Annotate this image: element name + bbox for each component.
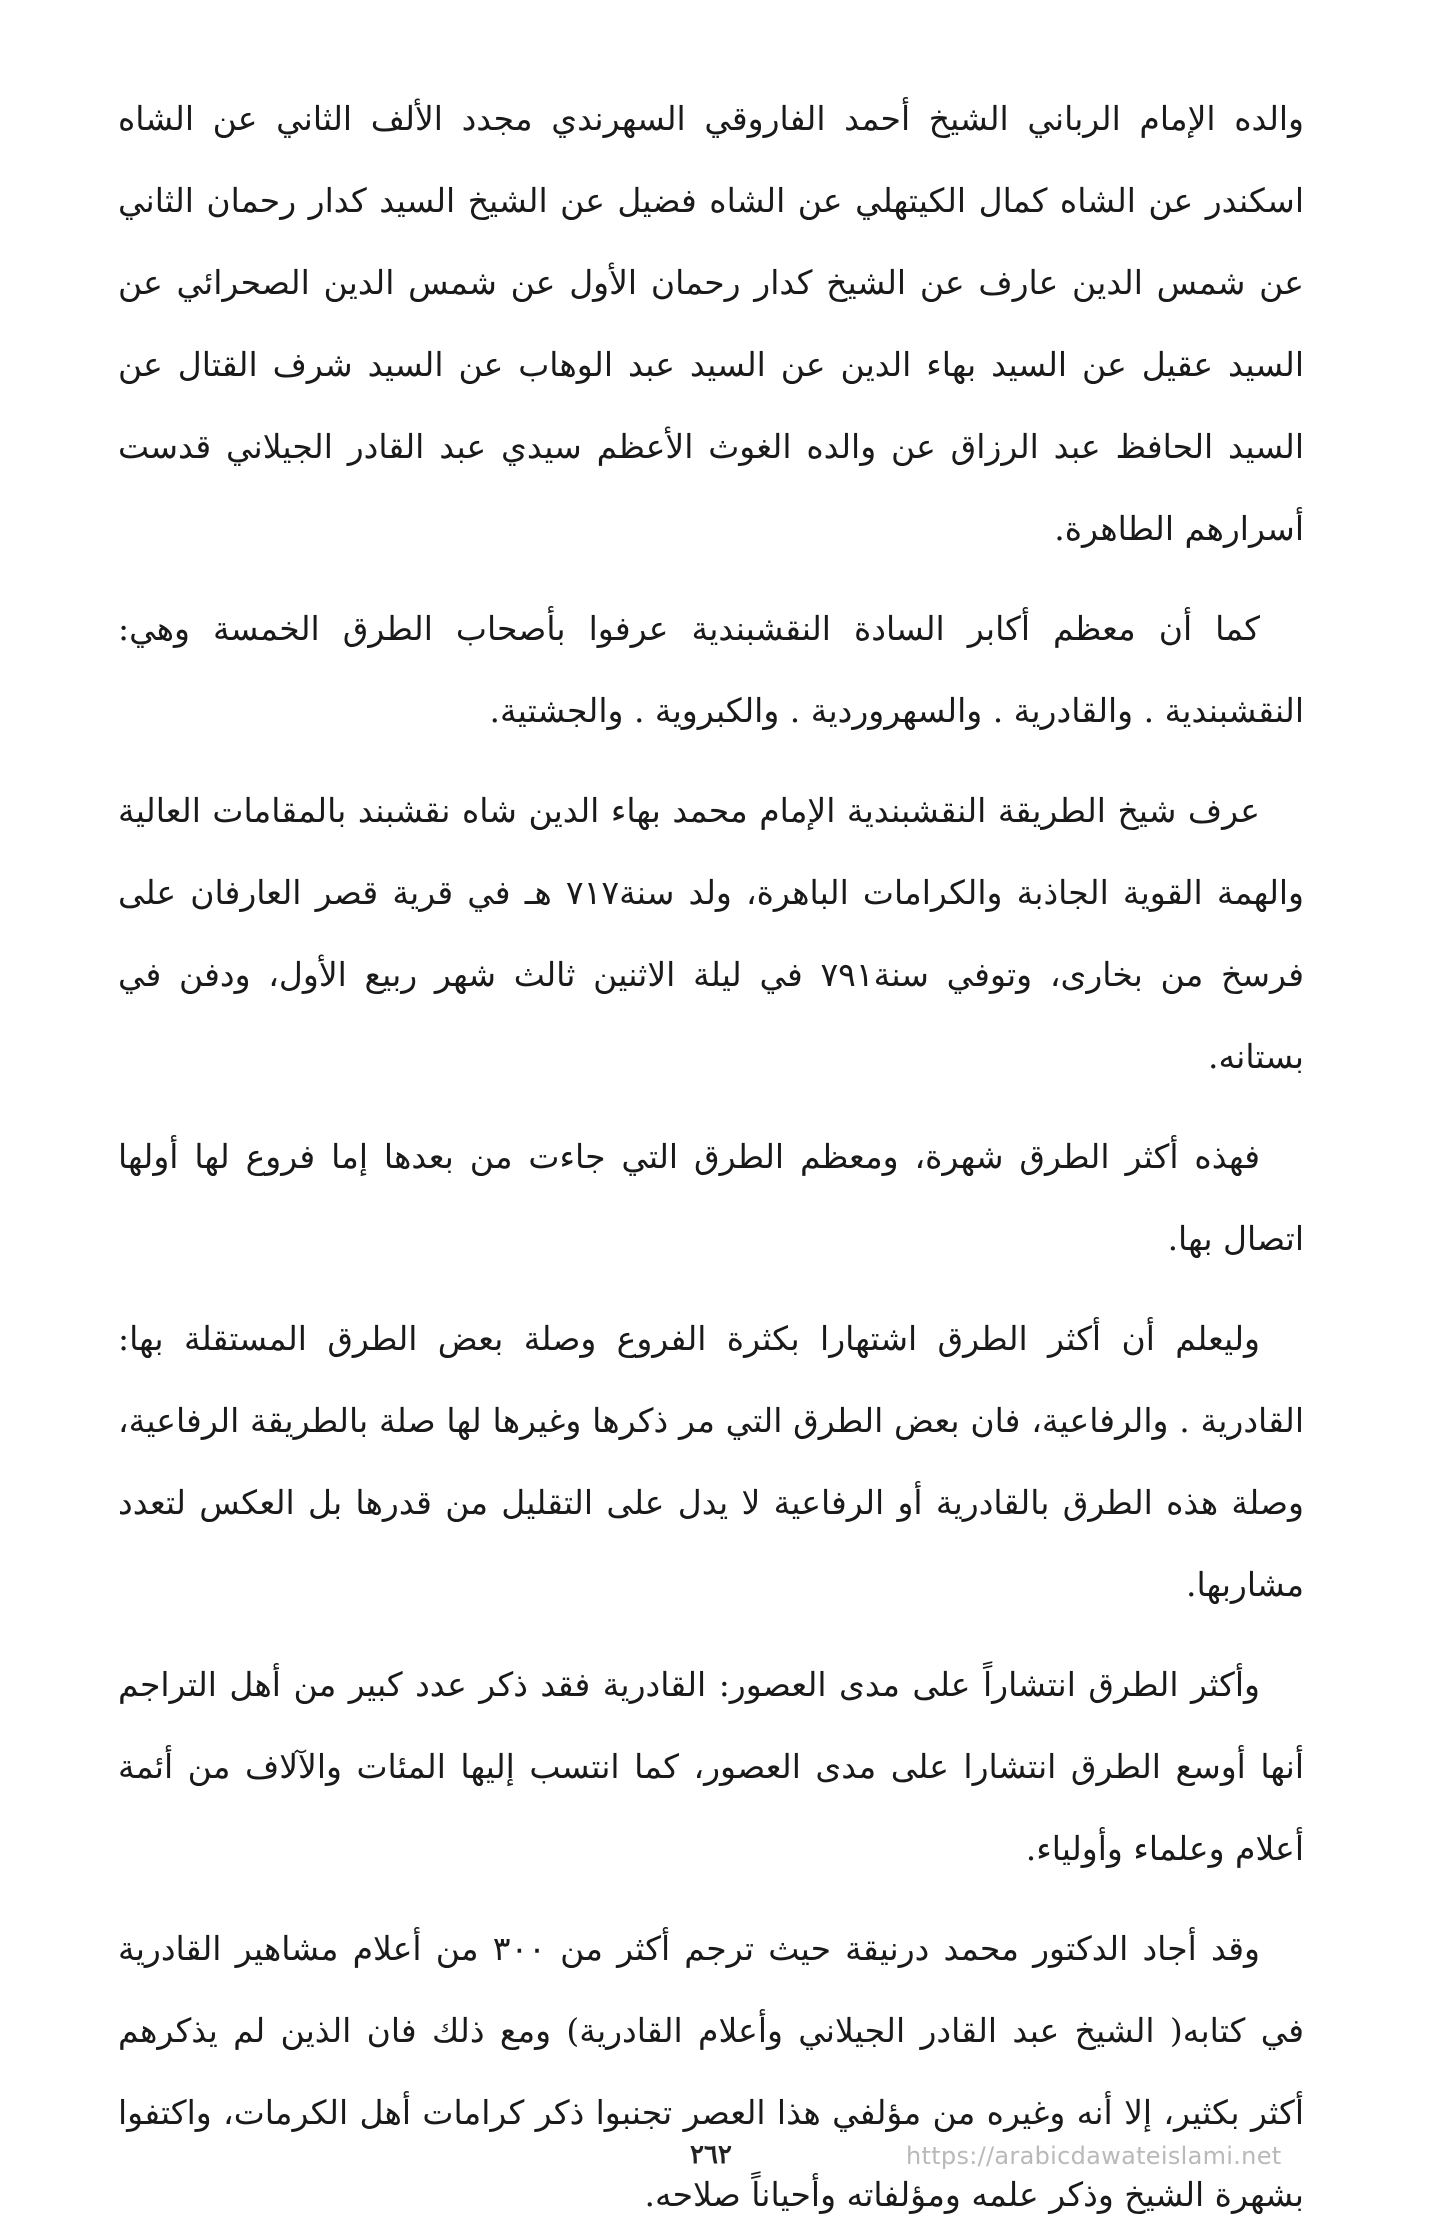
watermark-url: https://arabicdawateislami.net xyxy=(906,2142,1282,2170)
page-number: ٢٦٢ xyxy=(690,2140,732,2170)
paragraph-five-orders: كما أن معظم أكابر السادة النقشبندية عرفوا بأصحاب الطرق الخمسة وهي: النقشبندية . والقادرية . والسهروردية . والكبروية . والجشتية. xyxy=(118,609,1304,730)
paragraph-most-famous: فهذه أكثر الطرق شهرة، ومعظم الطرق التي جاءت من بعدها إما فروع لها أولها اتصال بها. xyxy=(118,1137,1304,1258)
paragraph-spread: وأكثر الطرق انتشاراً على مدى العصور: القادرية فقد ذكر عدد كبير من أهل التراجم أنها أوسع الطرق انتشارا على مدى العصور، كما انتسب إليها المئات والآلاف من أئمة أعلام وعلماء وأولياء. xyxy=(118,1665,1304,1868)
paragraph-lineage: والده الإمام الرباني الشيخ أحمد الفاروقي السهرندي مجدد الألف الثاني عن الشاه اسكندر عن الشاه كمال الكيتهلي عن الشاه فضيل عن الشيخ السيد كدار رحمان الثاني عن شمس الدين عارف عن الشيخ كدار رحمان الأول عن شمس الدين الصحرائي عن السيد عقيل عن السيد بهاء الدين عن السيد عبد الوهاب عن السيد شرف القتال عن السيد الحافظ عبد الرزاق عن والده الغوث الأعظم سيدي عبد القادر الجيلاني قدست أسرارهم الطاهرة. xyxy=(118,99,1304,548)
page-body xyxy=(118,78,1304,2236)
page-footer xyxy=(0,2140,1454,2180)
paragraph-branches: وليعلم أن أكثر الطرق اشتهارا بكثرة الفروع وصلة بعض الطرق المستقلة بها: القادرية . والرفاعية، فان بعض الطرق التي مر ذكرها وغيرها لها صلة بالطريقة الرفاعية، وصلة هذه الطرق بالقادرية أو الرفاعية لا يدل على التقليل من قدرها بل العكس لتعدد مشاربها. xyxy=(118,1319,1304,1604)
paragraph-darniqa: وقد أجاد الدكتور محمد درنيقة حيث ترجم أكثر من ٣٠٠ من أعلام مشاهير القادرية في كتابه( الشيخ عبد القادر الجيلاني وأعلام القادرية) ومع ذلك فان الذين لم يذكرهم أكثر بكثير، إلا أنه وغيره من مؤلفي هذا العصر تجنبوا ذكر كرامات أهل الكرمات، واكتفوا بشهرة الشيخ وذكر علمه ومؤلفاته وأحياناً صلاحه. xyxy=(118,1929,1304,2214)
paragraph-naqshband: عرف شيخ الطريقة النقشبندية الإمام محمد بهاء الدين شاه نقشبند بالمقامات العالية والهمة القوية الجاذبة والكرامات الباهرة، ولد سنة٧١٧ هـ في قرية قصر العارفان على فرسخ من بخارى، وتوفي سنة٧٩١ في ليلة الاثنين ثالث شهر ربيع الأول، ودفن في بستانه. xyxy=(118,791,1304,1076)
